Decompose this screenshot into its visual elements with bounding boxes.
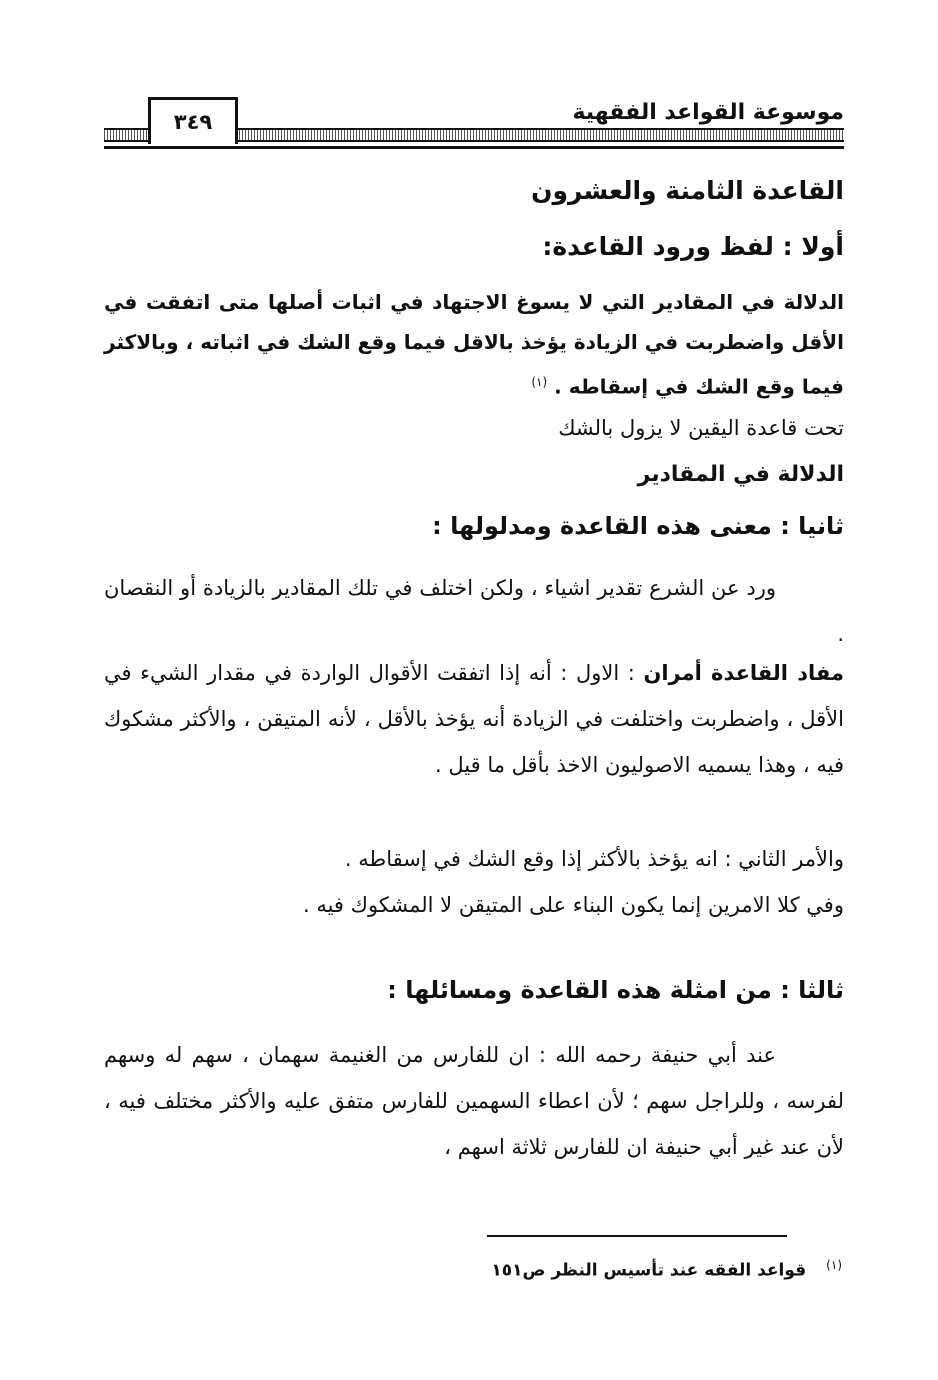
- footnote-text: قواعد الفقه عند تأسيس النظر ص١٥١: [491, 1260, 807, 1281]
- paragraph-1: ورد عن الشرع تقدير اشياء ، ولكن اختلف في تلك المقادير بالزيادة أو النقصان .: [104, 576, 844, 646]
- paragraph-5: عند أبي حنيفة رحمه الله : ان للفارس من الغنيمة سهمان ، سهم له وسهم لفرسه ، وللراجل سهم ؛ لأن اعطاء السهمين للفارس متفق عليه والأكثر مختلف فيه ، لأن عند غير أبي حنيفة ان للفارس ثلاثة اسهم ،: [104, 1043, 844, 1159]
- under-rule-sub: الدلالة في المقادير: [637, 462, 844, 487]
- page-number: ٣٤٩: [173, 110, 213, 134]
- footnote-marker: (١): [826, 1258, 842, 1272]
- footnote: [491, 1258, 842, 1281]
- paragraph-2-lead: مفاد القاعدة أمران: [643, 661, 845, 685]
- rule-text-body: الدلالة في المقادير التي لا يسوغ الاجتهاد في اثبات أصلها متى اتفقت في الأقل واضطربت في الزيادة يؤخذ بالاقل فيما وقع الشك في اثباته ، وبالاكثر فيما وقع الشك في إسقاطه .: [104, 290, 844, 399]
- rule-text: [104, 282, 844, 407]
- paragraph-2-rest: : الاول : أنه إذا اتفقت الأقوال الواردة في مقدار الشيء في الأقل ، واضطربت واختلفت في الزيادة أنه يؤخذ بالأقل ، لأنه المتيقن ، والأكثر مشكوك فيه ، وهذا يسميه الاصوليون الاخذ بأقل ما قيل .: [104, 661, 844, 777]
- paragraph-2: [104, 650, 844, 788]
- section1-heading: أولا : لفظ ورود القاعدة:: [542, 232, 844, 261]
- paragraph-4: وفي كلا الامرين إنما يكون البناء على المتيقن لا المشكوك فيه .: [302, 893, 844, 917]
- page-number-box: [148, 97, 238, 144]
- section2-heading: ثانيا : معنى هذه القاعدة ومدلولها :: [432, 512, 844, 540]
- footnote-rule: [487, 1235, 787, 1237]
- running-header-title: موسوعة القواعد الفقهية: [572, 100, 844, 125]
- section3-heading: ثالثا : من امثلة هذه القاعدة ومسائلها :: [387, 976, 844, 1004]
- rule-heading: القاعدة الثامنة والعشرون: [531, 176, 844, 205]
- under-rule: تحت قاعدة اليقين لا يزول بالشك: [558, 416, 844, 440]
- header-rule: [104, 146, 844, 149]
- paragraph-3: والأمر الثاني : انه يؤخذ بالأكثر إذا وقع الشك في إسقاطه .: [344, 847, 844, 871]
- rule-note-marker: (١): [531, 375, 548, 389]
